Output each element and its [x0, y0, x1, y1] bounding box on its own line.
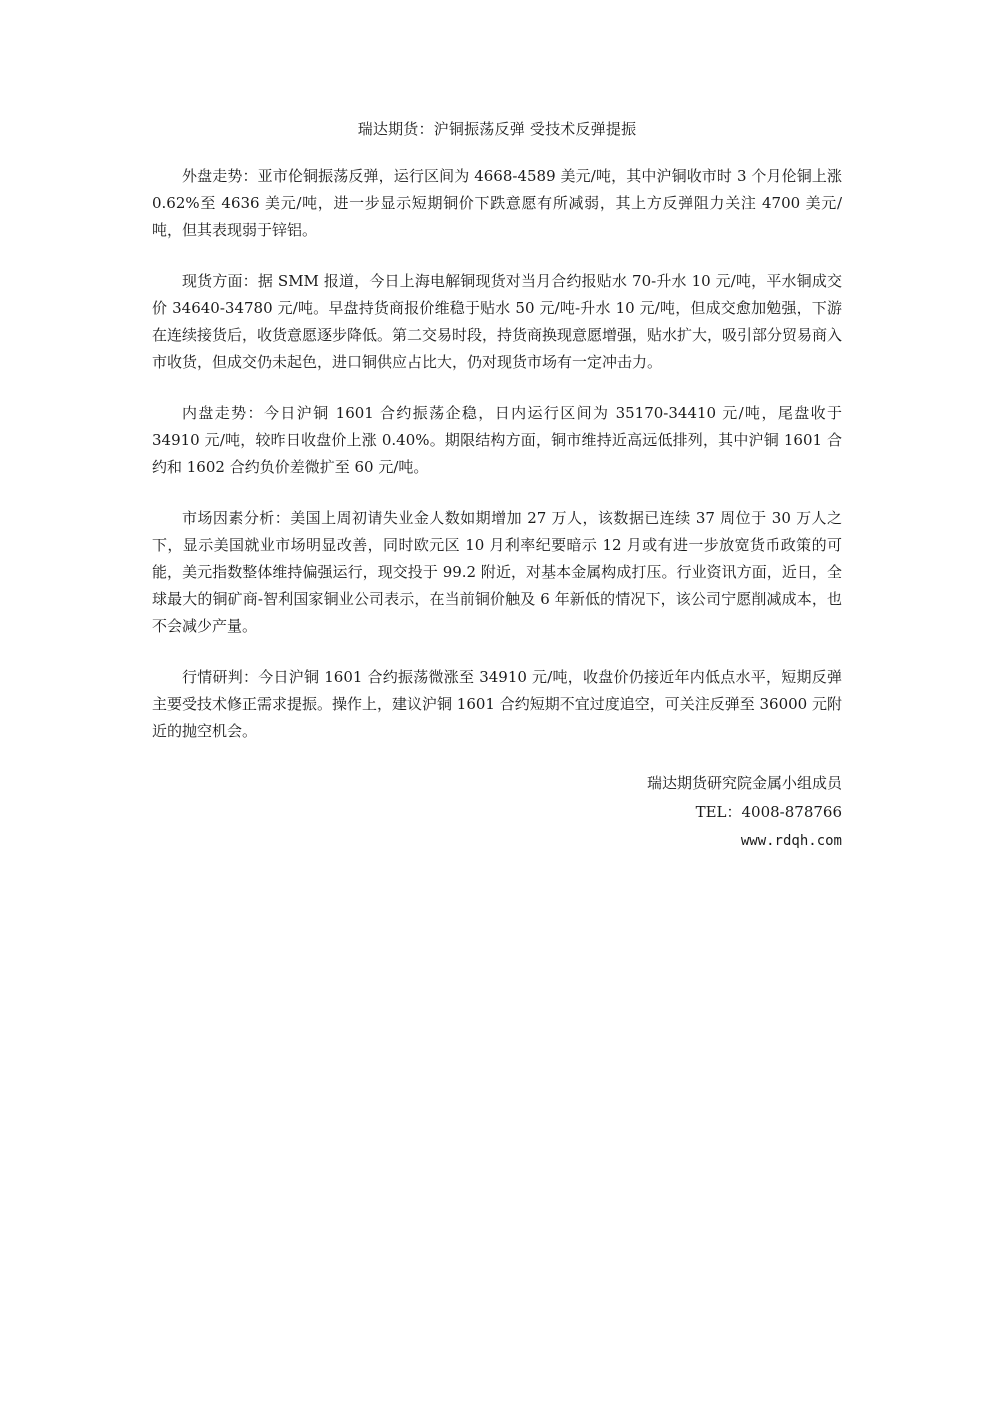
paragraph-spot-market: 现货方面：据 SMM 报道，今日上海电解铜现货对当月合约报贴水 70-升水 10 元/吨，平水铜成交价 34640-34780 元/吨。早盘持货商报价维稳于贴水 50 元/吨-升水 10 元/吨，但成交愈加勉强，下游在连续接货后，收货意愿逐步降低。第二交易时段，持货商换现意愿增强，贴水扩大，吸引部分贸易商入市收货，但成交仍未起色，进口铜供应占比大，仍对现货市场有一定冲击力。: [152, 272, 843, 371]
signature-website: www.rdqh.com: [740, 833, 842, 849]
paragraph-domestic-market: 内盘走势：今日沪铜 1601 合约振荡企稳，日内运行区间为 35170-34410 元/吨，尾盘收于 34910 元/吨，较昨日收盘价上涨 0.40%。期限结构方面，铜市维持近高远低排列，其中沪铜 1601 合约和 1602 合约负价差微扩至 60 元/吨。: [152, 404, 842, 476]
document-title: 瑞达期货：沪铜振荡反弹 受技术反弹提振: [357, 120, 637, 138]
paragraph-overseas-market: 外盘走势：亚市伦铜振荡反弹，运行区间为 4668-4589 美元/吨，其中沪铜收市时 3 个月伦铜上涨 0.62%至 4636 美元/吨，进一步显示短期铜价下跌意愿有所减弱，其上方反弹阻力关注 4700 美元/吨，但其表现弱于锌铝。: [152, 167, 842, 239]
signature-tel: TEL：4008-878766: [695, 803, 842, 821]
signature-block: [152, 769, 842, 856]
document-page: [152, 118, 842, 856]
paragraph-market-factors: 市场因素分析：美国上周初请失业金人数如期增加 27 万人，该数据已连续 37 周位于 30 万人之下，显示美国就业市场明显改善，同时欧元区 10 月利率纪要暗示 12 月或有进一步放宽货币政策的可能，美元指数整体维持偏强运行，现交投于 99.2 附近，对基本金属构成打压。行业资讯方面，近日，全球最大的铜矿商-智利国家铜业公司表示，在当前铜价触及 6 年新低的情况下，该公司宁愿削减成本，也不会减少产量。: [152, 509, 842, 635]
signature-org: 瑞达期货研究院金属小组成员: [646, 774, 842, 792]
paragraph-outlook: 行情研判：今日沪铜 1601 合约振荡微涨至 34910 元/吨，收盘价仍接近年内低点水平，短期反弹主要受技术修正需求提振。操作上，建议沪铜 1601 合约短期不宜过度追空，可关注反弹至 36000 元附近的抛空机会。: [152, 668, 842, 740]
